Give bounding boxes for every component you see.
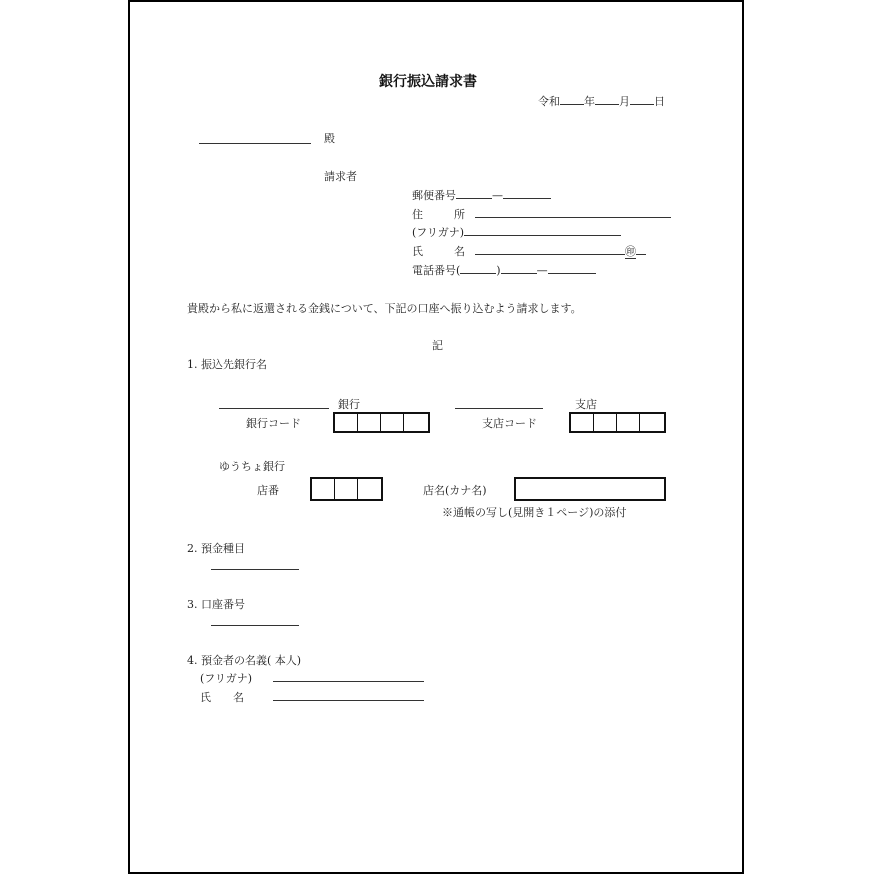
phone-last-blank[interactable]	[548, 262, 596, 274]
yucho-label: ゆうちょ銀行	[219, 460, 285, 473]
postal-row	[412, 187, 551, 203]
account-number-blank[interactable]	[211, 625, 299, 626]
branch-code-boxes[interactable]	[569, 412, 666, 433]
branch-name-blank[interactable]	[455, 408, 543, 409]
address-blank[interactable]	[475, 206, 671, 218]
holder-furigana-blank[interactable]	[273, 681, 424, 682]
postal-blank-2[interactable]	[503, 187, 551, 199]
section4-heading: 4. 預金者の名義( 本人)	[187, 654, 302, 667]
holder-furigana-label: (フリガナ)	[200, 672, 253, 685]
month-blank[interactable]	[595, 93, 619, 105]
document-page	[128, 0, 744, 874]
name-blank[interactable]	[475, 243, 625, 255]
phone-row	[412, 262, 596, 278]
holder-name-blank[interactable]	[273, 700, 424, 701]
furigana-blank[interactable]	[464, 224, 621, 236]
address-row	[412, 206, 671, 222]
addressee-blank[interactable]	[199, 143, 311, 144]
phone-dash: —	[536, 264, 548, 277]
phone-area-blank[interactable]	[460, 262, 496, 274]
date-day: 日	[654, 95, 665, 108]
bank-code-label: 銀行コード	[246, 417, 301, 430]
section1-heading: 1. 振込先銀行名	[187, 358, 267, 371]
date-era: 令和	[538, 95, 560, 108]
phone-label: 電話番号(	[412, 264, 461, 277]
day-blank[interactable]	[630, 93, 654, 105]
addressee-suffix: 殿	[324, 132, 335, 145]
branch-code-label: 支店コード	[482, 417, 537, 430]
ki-label: 記	[432, 339, 443, 352]
name-blank-tail	[636, 243, 646, 255]
document-title: 銀行振込請求書	[379, 74, 477, 90]
postal-dash: —	[492, 189, 503, 202]
store-no-boxes[interactable]	[310, 477, 383, 501]
store-name-label: 店名(カナ名)	[423, 484, 487, 497]
date-line	[538, 93, 665, 109]
seal-mark: ㊞	[625, 245, 636, 258]
bank-code-boxes[interactable]	[333, 412, 430, 433]
furigana-label: (フリガナ)	[412, 226, 465, 239]
furigana-row	[412, 224, 621, 240]
body-text: 貴殿から私に返還される金銭について、下記の口座へ振り込むよう請求します。	[187, 302, 582, 315]
passbook-note: ※通帳の写し(見開き１ページ)の添付	[442, 506, 627, 519]
section2-heading: 2. 預金種目	[187, 542, 245, 555]
address-label: 住 所	[412, 208, 475, 221]
store-no-label: 店番	[257, 484, 279, 497]
holder-name-label: 氏 名	[200, 691, 244, 704]
date-month: 月	[619, 95, 630, 108]
store-name-box[interactable]	[514, 477, 666, 501]
postal-blank-1[interactable]	[456, 187, 492, 199]
date-year: 年	[584, 95, 595, 108]
phone-paren-close: )	[496, 264, 501, 277]
bank-name-blank[interactable]	[219, 408, 329, 409]
branch-suffix: 支店	[575, 398, 597, 411]
year-blank[interactable]	[560, 93, 584, 105]
section3-heading: 3. 口座番号	[187, 598, 245, 611]
deposit-type-blank[interactable]	[211, 569, 299, 570]
bank-suffix: 銀行	[338, 398, 360, 411]
phone-mid-blank[interactable]	[501, 262, 537, 274]
name-label: 氏 名	[412, 245, 475, 258]
requester-label: 請求者	[324, 170, 357, 183]
name-row	[412, 243, 646, 259]
postal-label: 郵便番号	[412, 189, 456, 202]
